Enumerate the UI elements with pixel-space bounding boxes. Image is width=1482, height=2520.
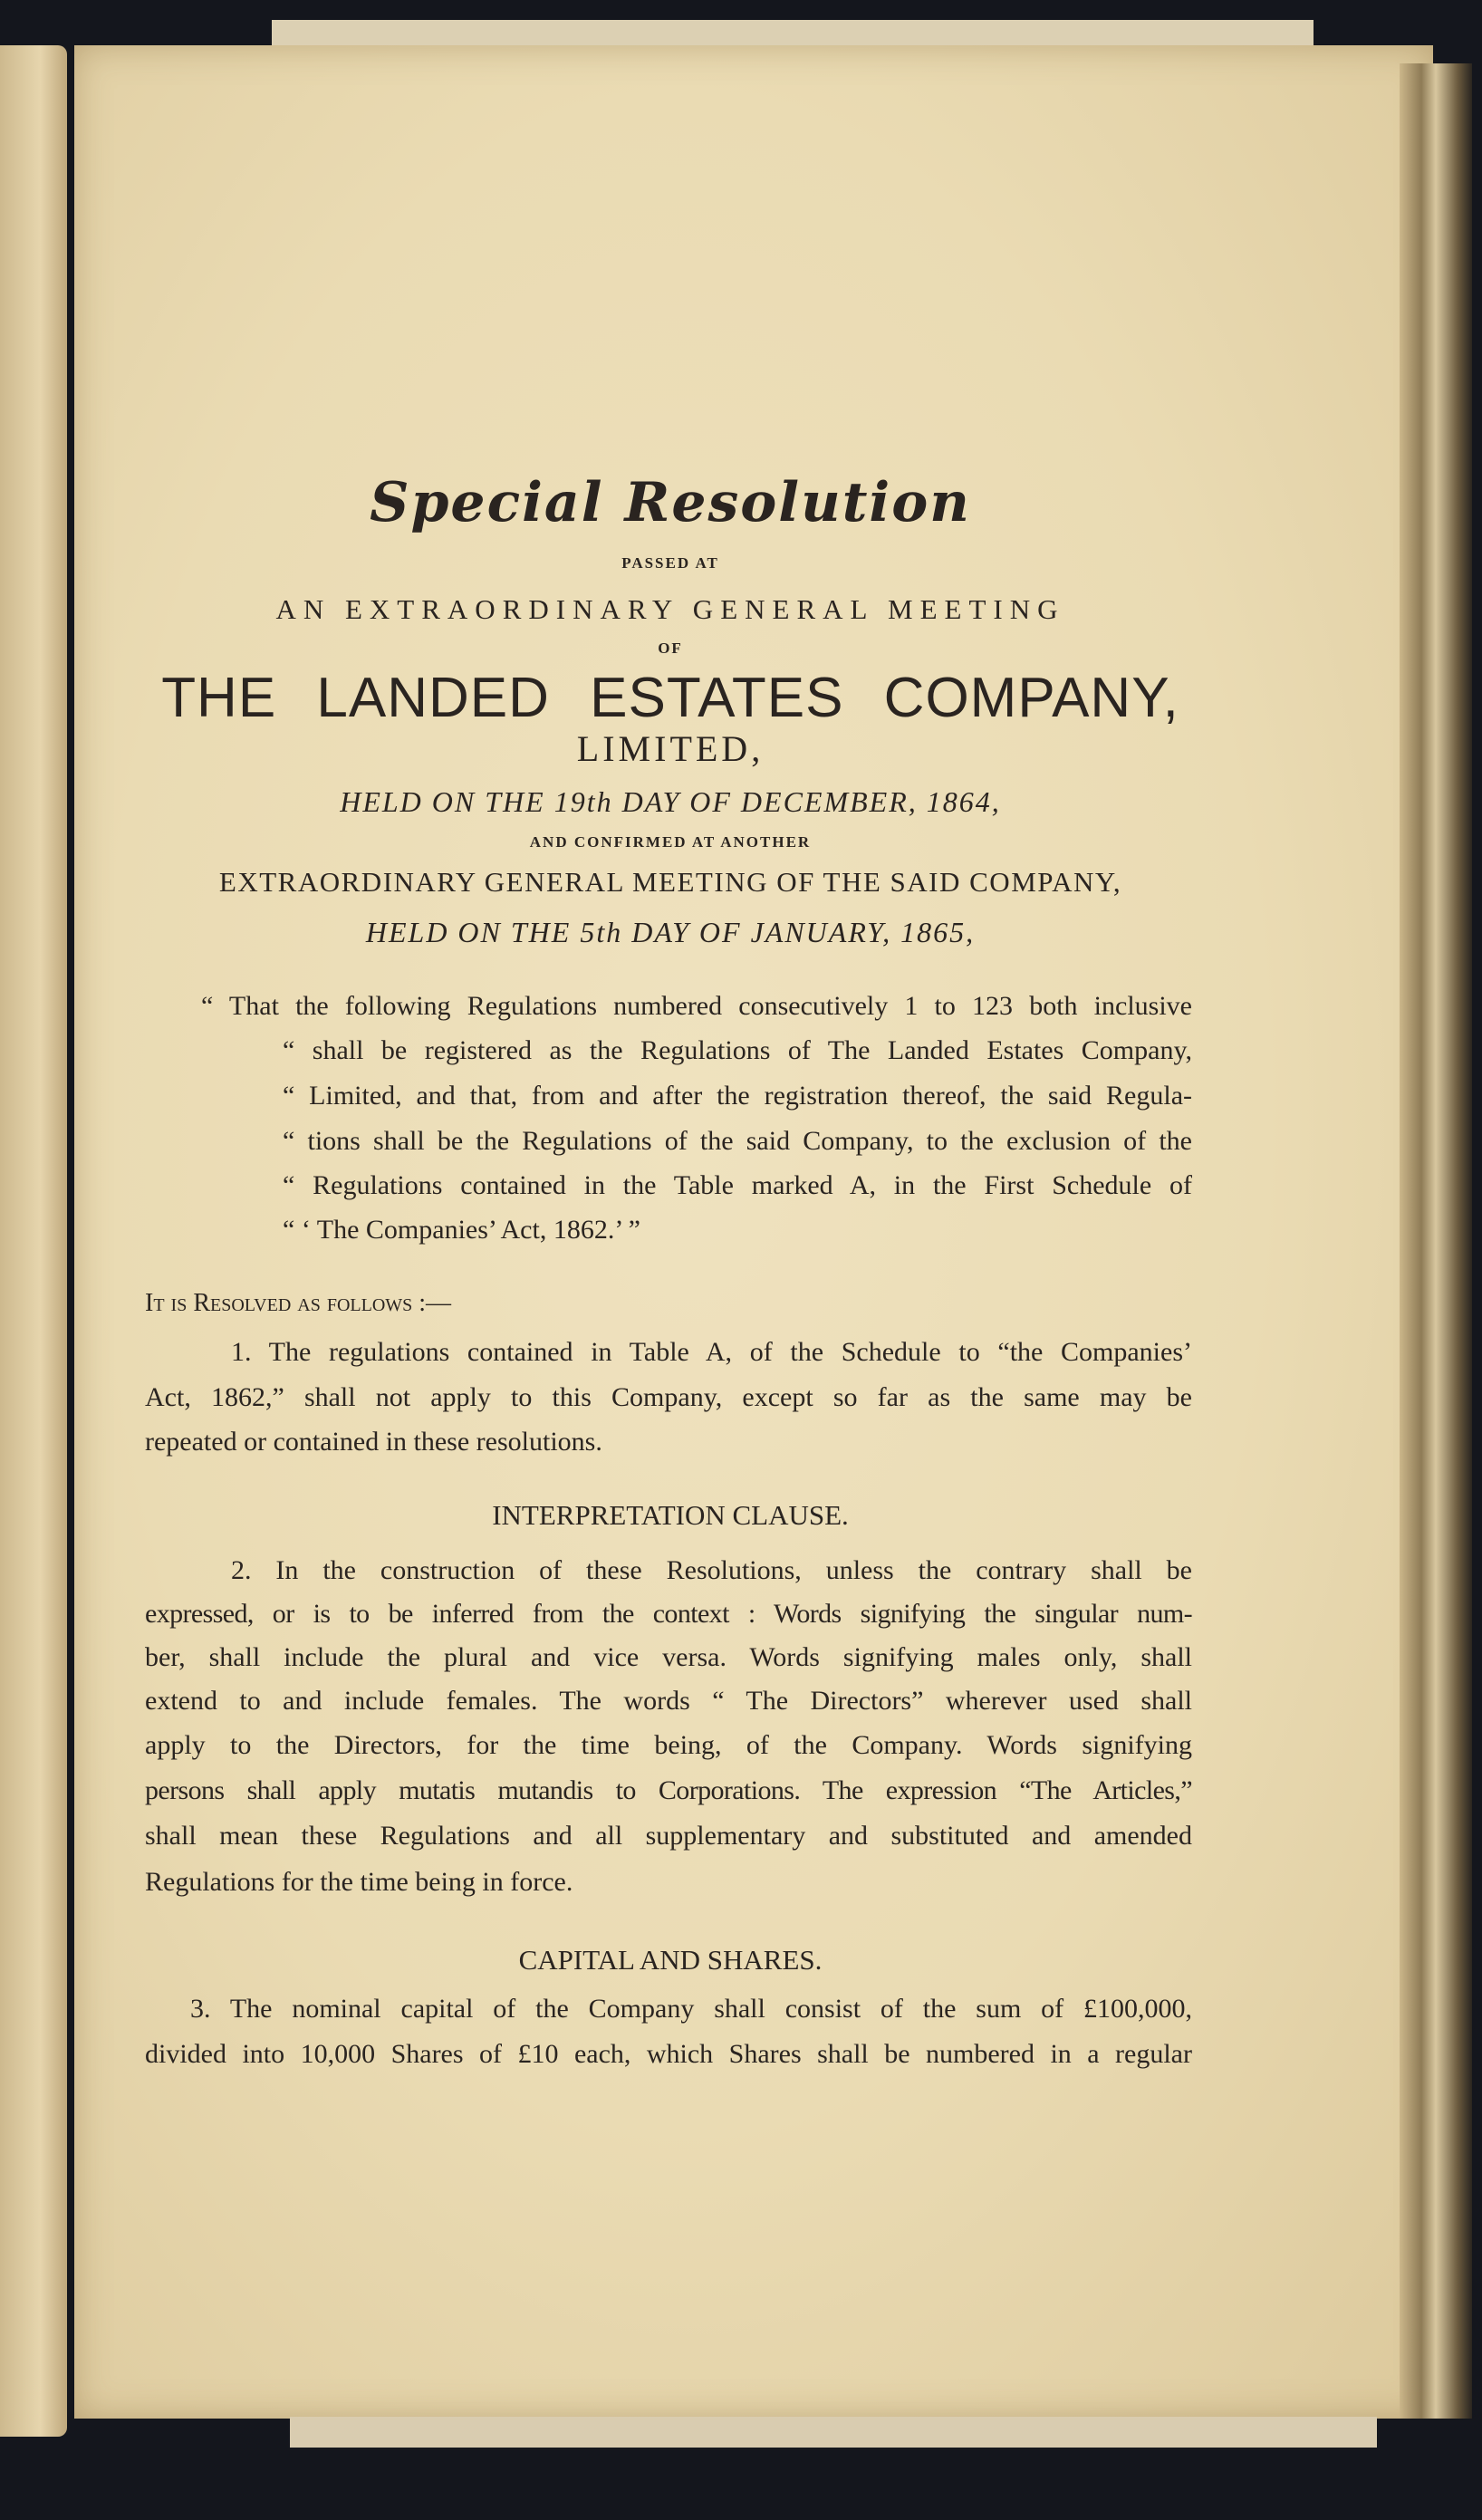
clause-line: Act, 1862,” shall not apply to this Company, except so far as the same may be	[145, 1382, 1192, 1412]
interpretation-heading: INTERPRETATION CLAUSE.	[492, 1499, 849, 1531]
quote-line: “ That the following Regulations numbered consecutively 1 to 123 both inclusive	[201, 991, 1192, 1021]
document-title: Special Resolution	[370, 471, 971, 534]
resolved-heading: It is Resolved as follows :—	[145, 1289, 452, 1317]
clause-line: extend to and include females. The words “ The Directors” wherever used shall	[145, 1686, 1192, 1716]
left-page-edge	[0, 45, 67, 2437]
held-first: HELD ON THE 19th DAY OF DECEMBER, 1864,	[340, 785, 1001, 818]
confirmed-line: AND CONFIRMED AT ANOTHER	[529, 833, 812, 851]
clause-line: divided into 10,000 Shares of £10 each, which Shares shall be numbered in a regular	[145, 2039, 1192, 2069]
clause-line: 1. The regulations contained in Table A, of the Schedule to “the Companies’	[231, 1337, 1192, 1367]
clause-line: Regulations for the time being in force.	[145, 1867, 573, 1897]
clause-line: ber, shall include the plural and vice versa. Words signifying males only, shall	[145, 1642, 1192, 1672]
company-name: THE LANDED ESTATES COMPANY,	[161, 667, 1179, 729]
clause-line: shall mean these Regulations and all supplementary and substituted and amended	[145, 1821, 1192, 1851]
quote-line: “ Limited, and that, from and after the registration thereof, the said Regula-	[283, 1081, 1192, 1111]
quote-line: “ ‘ The Companies’ Act, 1862.’ ”	[283, 1215, 640, 1245]
passed-at: PASSED AT	[621, 554, 719, 572]
capital-heading: CAPITAL AND SHARES.	[518, 1944, 823, 1976]
clause-line: 2. In the construction of these Resolutions, unless the contrary shall be	[231, 1555, 1192, 1585]
meeting-line: AN EXTRAORDINARY GENERAL MEETING	[275, 593, 1065, 625]
second-meeting: EXTRAORDINARY GENERAL MEETING OF THE SAID COMPANY,	[218, 866, 1122, 898]
clause-line: repeated or contained in these resolutions.	[145, 1427, 602, 1457]
quote-line: “ Regulations contained in the Table marked A, in the First Schedule of	[283, 1170, 1192, 1200]
limited-line: LIMITED,	[576, 728, 765, 769]
quote-line: “ tions shall be the Regulations of the said Company, to the exclusion of the	[283, 1126, 1192, 1156]
clause-line: apply to the Directors, for the time being, of the Company. Words signifying	[145, 1730, 1192, 1760]
of-line: OF	[658, 640, 683, 657]
quote-line: “ shall be registered as the Regulations of The Landed Estates Company,	[283, 1035, 1192, 1065]
page-bottom-strip	[290, 2417, 1377, 2448]
book-edge	[1400, 63, 1472, 2419]
clause-line: expressed, or is to be inferred from the context : Words signifying the singular num-	[145, 1599, 1192, 1629]
clause-line: persons shall apply mutatis mutandis to Corporations. The expression “The Articles,”	[145, 1775, 1192, 1805]
clause-line: 3. The nominal capital of the Company shall consist of the sum of £100,000,	[190, 1994, 1192, 2024]
held-second: HELD ON THE 5th DAY OF JANUARY, 1865,	[365, 916, 976, 948]
